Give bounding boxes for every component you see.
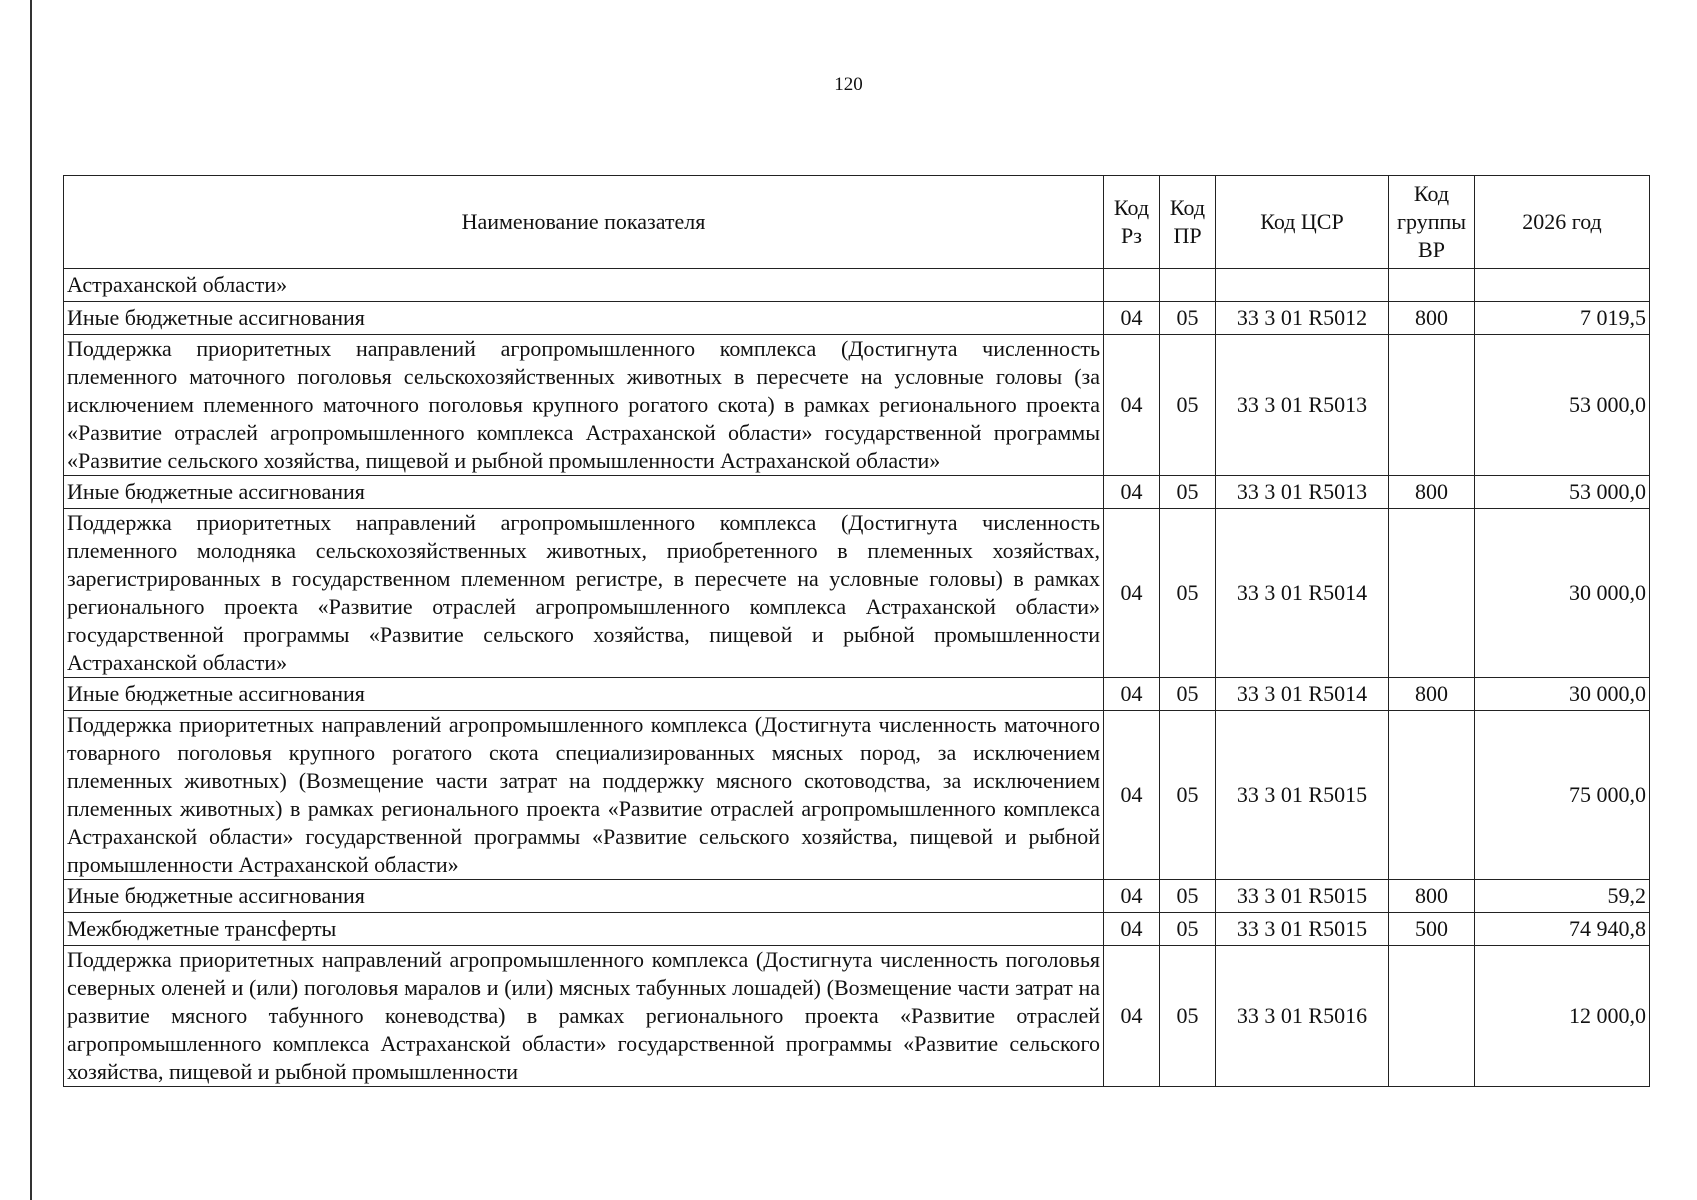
header-csr: Код ЦСР <box>1216 176 1389 269</box>
cell-amount: 30 000,0 <box>1475 509 1650 678</box>
cell-name: Астраханской области» <box>64 269 1104 302</box>
cell-rz: 04 <box>1104 302 1160 335</box>
header-amount: 2026 год <box>1475 176 1650 269</box>
cell-vr <box>1389 509 1475 678</box>
cell-name: Межбюджетные трансферты <box>64 913 1104 946</box>
cell-name: Иные бюджетные ассигнования <box>64 880 1104 913</box>
cell-vr <box>1389 269 1475 302</box>
table-row <box>64 678 1650 711</box>
cell-pr: 05 <box>1160 880 1216 913</box>
cell-pr: 05 <box>1160 678 1216 711</box>
table-row <box>64 711 1650 880</box>
table-row <box>64 269 1650 302</box>
cell-pr: 05 <box>1160 946 1216 1087</box>
header-rz: Код Рз <box>1104 176 1160 269</box>
table-row <box>64 880 1650 913</box>
cell-rz: 04 <box>1104 476 1160 509</box>
cell-amount: 53 000,0 <box>1475 335 1650 476</box>
cell-name: Поддержка приоритетных направлений агропромышленного комплекса (Достигнута численность поголовья северных оленей и (или) поголовья маралов и (или) мясных табунных лошадей) (Возмещение части затрат на развитие мясного табунного коневодства) в рамках регионального проекта «Развитие отраслей агропромышленного комплекса Астраханской области» государственной программы «Развитие сельского хозяйства, пищевой и рыбной промышленности <box>64 946 1104 1087</box>
cell-amount: 59,2 <box>1475 880 1650 913</box>
cell-rz: 04 <box>1104 509 1160 678</box>
cell-amount <box>1475 269 1650 302</box>
cell-amount: 75 000,0 <box>1475 711 1650 880</box>
cell-csr: 33 3 01 R5015 <box>1216 711 1389 880</box>
cell-amount: 7 019,5 <box>1475 302 1650 335</box>
cell-rz <box>1104 269 1160 302</box>
cell-vr: 800 <box>1389 302 1475 335</box>
page-number: 120 <box>834 74 863 95</box>
cell-pr: 05 <box>1160 335 1216 476</box>
cell-vr <box>1389 335 1475 476</box>
cell-amount: 74 940,8 <box>1475 913 1650 946</box>
cell-vr <box>1389 946 1475 1087</box>
cell-pr: 05 <box>1160 913 1216 946</box>
cell-pr: 05 <box>1160 476 1216 509</box>
cell-csr: 33 3 01 R5016 <box>1216 946 1389 1087</box>
cell-name: Поддержка приоритетных направлений агропромышленного комплекса (Достигнута численность племенного молодняка сельскохозяйственных животных, приобретенного в племенных хозяйствах, зарегистрированных в государственном племенном регистре, в пересчете на условные головы) в рамках регионального проекта «Развитие отраслей агропромышленного комплекса Астраханской области» государственной программы «Развитие сельского хозяйства, пищевой и рыбной промышленности Астраханской области» <box>64 509 1104 678</box>
cell-csr: 33 3 01 R5015 <box>1216 913 1389 946</box>
header-pr: Код ПР <box>1160 176 1216 269</box>
cell-rz: 04 <box>1104 913 1160 946</box>
cell-csr: 33 3 01 R5012 <box>1216 302 1389 335</box>
cell-name: Поддержка приоритетных направлений агропромышленного комплекса (Достигнута численность племенного маточного поголовья сельскохозяйственных животных в пересчете на условные головы (за исключением племенного маточного поголовья крупного рогатого скота) в рамках регионального проекта «Развитие отраслей агропромышленного комплекса Астраханской области» государственной программы «Развитие сельского хозяйства, пищевой и рыбной промышленности Астраханской области» <box>64 335 1104 476</box>
cell-pr <box>1160 269 1216 302</box>
cell-pr: 05 <box>1160 302 1216 335</box>
cell-vr: 800 <box>1389 678 1475 711</box>
cell-csr: 33 3 01 R5013 <box>1216 476 1389 509</box>
cell-rz: 04 <box>1104 678 1160 711</box>
table-row <box>64 946 1650 1087</box>
cell-rz: 04 <box>1104 946 1160 1087</box>
cell-rz: 04 <box>1104 880 1160 913</box>
cell-rz: 04 <box>1104 711 1160 880</box>
cell-amount: 53 000,0 <box>1475 476 1650 509</box>
header-vr: Код группы ВР <box>1389 176 1475 269</box>
table-row <box>64 476 1650 509</box>
binding-line <box>30 0 32 1200</box>
cell-amount: 30 000,0 <box>1475 678 1650 711</box>
cell-pr: 05 <box>1160 509 1216 678</box>
cell-name: Иные бюджетные ассигнования <box>64 302 1104 335</box>
cell-name: Иные бюджетные ассигнования <box>64 678 1104 711</box>
cell-name: Иные бюджетные ассигнования <box>64 476 1104 509</box>
table-row <box>64 335 1650 476</box>
cell-amount: 12 000,0 <box>1475 946 1650 1087</box>
cell-name: Поддержка приоритетных направлений агропромышленного комплекса (Достигнута численность маточного товарного поголовья крупного рогатого скота специализированных мясных пород, за исключением племенных животных) (Возмещение части затрат на поддержку мясного скотоводства, за исключением племенных животных) в рамках регионального проекта «Развитие отраслей агропромышленного комплекса Астраханской области» государственной программы «Развитие сельского хозяйства, пищевой и рыбной промышленности Астраханской области» <box>64 711 1104 880</box>
header-name: Наименование показателя <box>64 176 1104 269</box>
table-row <box>64 509 1650 678</box>
cell-csr <box>1216 269 1389 302</box>
budget-table <box>63 175 1650 1087</box>
cell-vr: 800 <box>1389 476 1475 509</box>
cell-vr <box>1389 711 1475 880</box>
cell-csr: 33 3 01 R5015 <box>1216 880 1389 913</box>
cell-pr: 05 <box>1160 711 1216 880</box>
cell-vr: 800 <box>1389 880 1475 913</box>
cell-csr: 33 3 01 R5014 <box>1216 509 1389 678</box>
cell-csr: 33 3 01 R5013 <box>1216 335 1389 476</box>
cell-csr: 33 3 01 R5014 <box>1216 678 1389 711</box>
table-row <box>64 302 1650 335</box>
cell-vr: 500 <box>1389 913 1475 946</box>
cell-rz: 04 <box>1104 335 1160 476</box>
table-row <box>64 913 1650 946</box>
table-header-row <box>64 176 1650 269</box>
